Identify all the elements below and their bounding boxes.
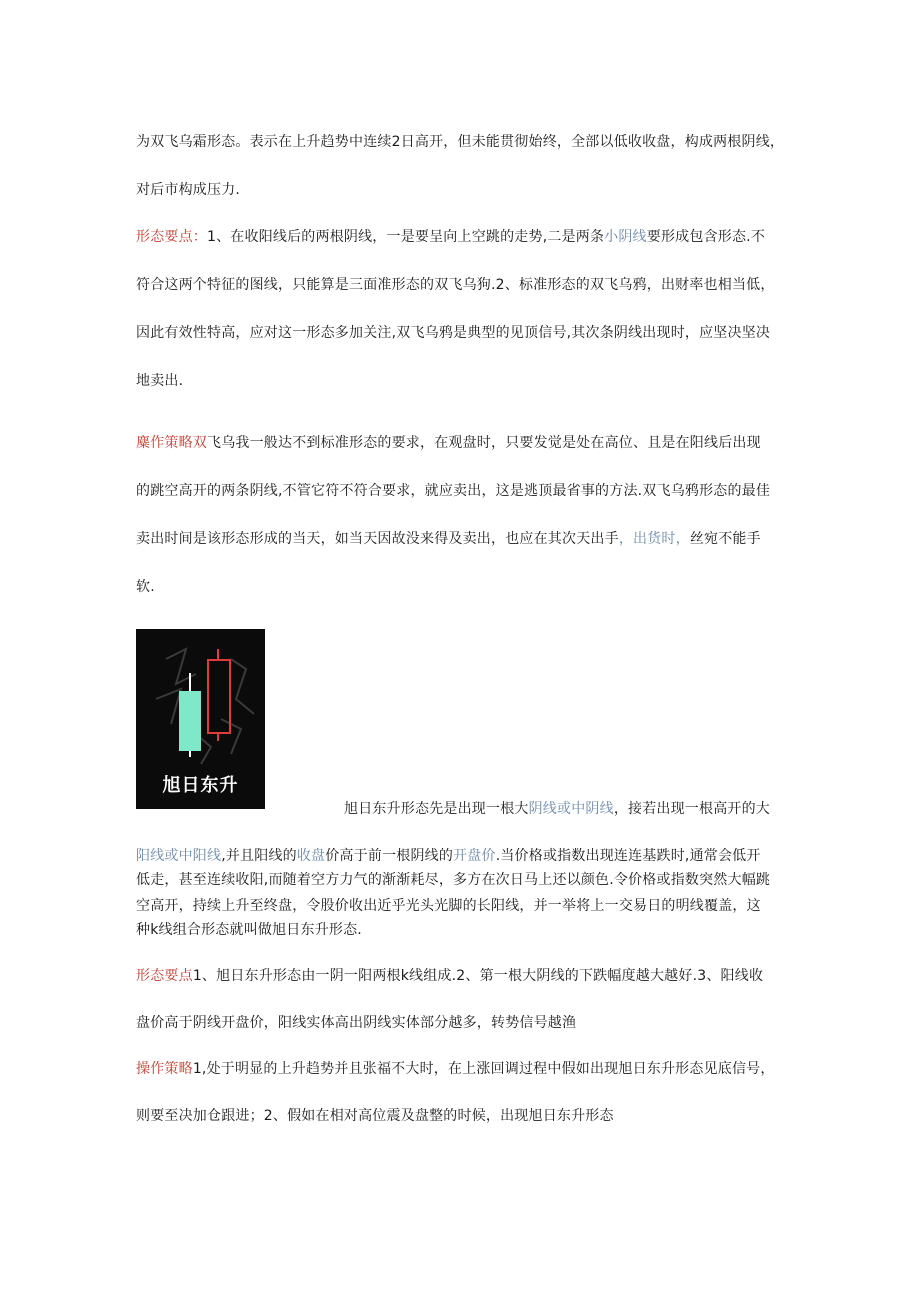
text-line	[136, 432, 761, 452]
text-line	[136, 528, 761, 548]
candlestick-figure	[136, 629, 265, 809]
text-span: 软.	[136, 579, 155, 595]
text-line	[136, 1058, 775, 1078]
text-span: ,并且阳线的	[221, 848, 297, 864]
text-span: 种k线组合形态就叫做旭日东升形态.	[136, 922, 362, 938]
text-line	[136, 322, 770, 342]
term-link-small-yin[interactable]: 小阴线	[604, 229, 647, 245]
text-line	[136, 179, 240, 199]
term-link-yang-line[interactable]: 阳线或中阳线	[136, 848, 222, 864]
text-span: 符合这两个特征的图线，只能算是三面准形态的双飞乌狗.2、标准形态的双飞乌鸦，出财率也相当低，	[136, 277, 775, 293]
text-line	[136, 480, 770, 500]
text-span: 盘价高于阴线开盘价，阳线实体高出阴线实体部分越多，转势信号越渔	[136, 1015, 577, 1031]
term-link-close[interactable]: 收盘	[296, 848, 326, 864]
text-span: 飞乌我一般达不到标准形态的要求，在观盘时，只要发觉是处在高位、且是在阳线后出现	[207, 435, 761, 451]
text-line	[136, 919, 362, 939]
section-label-pattern-points: 形态要点：	[136, 229, 207, 245]
text-span: 1、在收阳线后的两根阴线，一是要呈向上空跳的走势,二是两条	[207, 229, 605, 245]
text-line	[136, 274, 775, 294]
text-span: 丝宛不能手	[689, 531, 761, 547]
text-span: 为双飞乌霜形态。表示在上升趋势中连续2日高开，但未能贯彻始终，全部以低收收盘，构成两根阴线，	[136, 134, 785, 150]
text-line	[136, 869, 770, 889]
text-line	[136, 131, 784, 151]
text-line	[136, 1105, 614, 1125]
text-span: 旭日东升形态先是出现一根大	[344, 801, 529, 817]
term-link-shipping[interactable]: ，出货时，	[618, 531, 690, 547]
text-span: 对后市构成压力.	[136, 182, 241, 198]
text-span: 卖出时间是该形态形成的当天，如当天因故没来得及卖出，也应在其次天出手	[136, 531, 619, 547]
text-line	[136, 576, 155, 596]
text-span: 地卖出.	[136, 373, 184, 389]
text-span: .当价格或指数出现连连基跌时,通常会低开	[495, 848, 761, 864]
text-span: 因此有效性特高，应对这一形态多加关注,双飞乌鸦是典型的见顶信号,其次条阴线出现时，应坚决坚决	[136, 325, 771, 341]
text-span: 的跳空高开的两条阴线,不管它符不符合要求，就应卖出，这是逃顶最省事的方法.双飞乌鸦形态的最佳	[136, 483, 771, 499]
text-span: 价高于前一根阴线的	[325, 848, 454, 864]
text-span: 1,处于明显的上升趋势并且张福不大时，在上涨回调过程中假如出现旭日东升形态见底信号，	[192, 1061, 775, 1077]
text-line	[136, 1012, 576, 1032]
text-line	[136, 845, 761, 865]
text-line	[344, 798, 770, 818]
text-line	[136, 965, 763, 985]
text-span: 低走，甚至连续收阳,而随着空方力气的渐渐耗尽，多方在次日马上还以颜色.令价格或指数突然大幅跳	[136, 872, 771, 888]
term-link-yin-line[interactable]: 阴线或中阴线	[528, 801, 614, 817]
yang-candle-body	[179, 691, 201, 751]
text-span: 则要至决加仓跟进；2、假如在相对高位震及盘整的时候，出现旭日东升形态	[136, 1108, 614, 1124]
text-span: 要形成包含形态.不	[646, 229, 766, 245]
figure-caption: 旭日东升	[162, 775, 239, 796]
watermark-strokes	[156, 649, 254, 764]
text-line	[136, 226, 765, 246]
text-span: ，接若出现一根高开的大	[613, 801, 771, 817]
section-label-strategy-2: 操作策略	[136, 1061, 193, 1077]
section-label-pattern-points-2: 形态要点	[136, 968, 193, 984]
text-span: 空高开，持续上升至终盘，令股价收出近乎光头光脚的长阳线，并一举将上一交易日的明线覆盖，这	[136, 898, 761, 914]
term-link-open-price[interactable]: 开盘价	[453, 848, 496, 864]
text-span: 1、旭日东升形态由一阴一阳两根k线组成.2、第一根大阴线的下跌幅度越大越好.3、阳线收	[192, 968, 764, 984]
section-label-strategy: 麋作策略双	[136, 435, 207, 451]
text-line	[136, 895, 761, 915]
text-line	[136, 370, 183, 390]
